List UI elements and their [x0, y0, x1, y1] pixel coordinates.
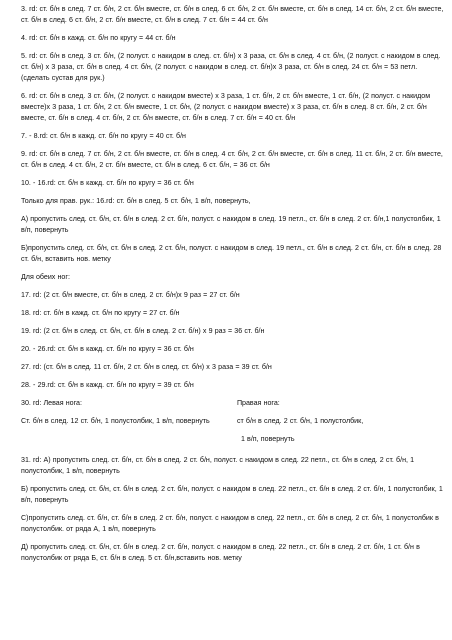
row-19: 19. rd: (2 ст. б/н в след. ст. б/н, ст. б/н в след. 2 ст. б/н) x 9 раз = 36 ст. б/н — [21, 327, 265, 335]
row-10-16: 10. - 16.rd: ст. б/н в кажд. ст. б/н по кругу = 36 ст. б/н — [21, 179, 194, 187]
row-30-columns — [21, 398, 444, 445]
row-28-29: 28. - 29.rd: ст. б/н в кажд. ст. б/н по кругу = 39 ст. б/н — [21, 381, 194, 389]
right-leg-text-2: 1 в/п, повернуть — [240, 435, 295, 443]
row-7-8: 7. - 8.rd: ст. б/н в кажд. ст. б/н по кругу = 40 ст. б/н — [21, 132, 186, 140]
row-27: 27. rd: (ст. б/н в след. 11 ст. б/н, 2 ст. б/н в след. ст. б/н) x 3 раза = 39 ст. б/н — [21, 363, 272, 371]
step-a: А) пропустить след. ст. б/н, ст. б/н в след. 2 ст. б/н, полуст. с накидом в след. 19 петл., ст. б/н в след. 2 ст. б/н,1 полустолбик, 1 в/п, повернуть — [21, 215, 441, 234]
left-leg-text: Ст. б/н в след. 12 ст. б/н, 1 полустолбик, 1 в/п, повернуть — [21, 417, 210, 425]
row-4: 4. rd: ст. б/н в кажд. ст. б/н по кругу = 44 ст. б/н — [21, 34, 176, 42]
legs-heading: Для обеих ног: — [21, 273, 70, 281]
row-17: 17. rd: (2 ст. б/н вместе, ст. б/н в след. 2 ст. б/н)x 9 раз = 27 ст. б/н — [21, 291, 240, 299]
row-3: 3. rd: ст. б/н в след. 7 ст. б/н, 2 ст. б/н вместе, ст. б/н в след. 6 ст. б/н, 2 ст. б/н вместе, ст. б/н в след. 14 ст. б/н, 2 ст. б/н вместе, ст. б/н в след. 6 ст. б/н, 2 ст. б/н вместе, ст. б/н в след. 7 ст. б/н = 44 ст. б/н — [21, 5, 444, 24]
row-6: 6. rd: ст. б/н в след. 3 ст. б/н, (2 полуст. с накидом вместе) x 3 раза, 1 ст. б/н, 2 ст. б/н вместе, 1 ст. б/н, (2 полуст. с накидом вместе)x 3 раза, 1 ст. б/н, 2 ст. б/н вместе, 1 ст. б/н, (2 полуст. с накидом вместе) x 3 раза, ст. б/н в след. 8 ст. б/н, 2 ст. б/н вместе, ст. б/н в след. 4 ст. б/н, 2 ст. б/н вместе, ст. б/н в след. 7 ст. б/н = 40 ст. б/н — [21, 92, 431, 122]
row-20-26: 20. - 26.rd: ст. б/н в кажд. ст. б/н по кругу = 36 ст. б/н — [21, 345, 194, 353]
right-leg-text-1: ст б/н в след. 2 ст. б/н, 1 полустолбик, — [236, 417, 364, 425]
row-31-c: С)пропустить след. ст. б/н, ст. б/н в след. 2 ст. б/н, полуст. с накидом в след. 22 петл., ст. б/н в след. 2 ст. б/н, 1 полустолбик в полустолбик. от ряда А, 1 в/п, повернуть — [21, 514, 439, 533]
step-b: Б)пропустить след. ст. б/н, ст. б/н в след. 2 ст. б/н, полуст. с накидом в след. 19 петл., ст. б/н в след. 2 ст. б/н, ст. б/н в след. 28 ст. б/н, вставить нов. метку — [21, 244, 442, 263]
row-18: 18. rd: ст. б/н в кажд. ст. б/н по кругу = 27 ст. б/н — [21, 309, 180, 317]
row-31-a: 31. rd: А) пропустить след. ст. б/н, ст. б/н в след. 2 ст. б/н, полуст. с накидом в след. 22 петл., ст. б/н в след. 2 ст. б/н, 1 полустолбик, 1 в/п, повернуть — [21, 456, 415, 475]
left-leg-title: 30. rd: Левая нога: — [21, 399, 82, 407]
row-9: 9. rd: ст. б/н в след. 7 ст. б/н, 2 ст. б/н вместе, ст. б/н в след. 4 ст. б/н, 2 ст. б/н вместе, ст. б/н в след. 11 ст. б/н, 2 ст. б/н вместе, ст. б/н в след. 4 ст. б/н, 2 ст. б/н вместе, ст. б/н в след. 6 ст. б/н, = 36 ст. б/н — [21, 150, 443, 169]
row-31-b: Б) пропустить след. ст. б/н, ст. б/н в след. 2 ст. б/н, полуст. с накидом в след. 22 петл., ст. б/н в след. 2 ст. б/н, 1 полустолбик, 1 в/п, повернуть — [21, 485, 443, 504]
right-leg-column — [237, 398, 444, 445]
row-5: 5. rd: ст. б/н в след. 3 ст. б/н, (2 полуст. с накидом в след. ст. б/н) x 3 раза, ст. б/н в след. 4 ст. б/н, (2 полуст. с накидом в след. ст. б/н) x 3 раза, ст. б/н в след. 4 ст. б/н, (2 полуст. с накидом в след. ст. б/н)x 3 раза, ст. б/н в след. 24 ст. б/н = 53 петл. (сделать сустав для рук.) — [21, 52, 441, 82]
right-arm-heading: Только для прав. рук.: 16.rd: ст. б/н в след. 5 ст. б/н, 1 в/п, повернуть, — [21, 197, 251, 205]
row-31-d: Д) пропустить след. ст. б/н, ст. б/н в след. 2 ст. б/н, полуст. с накидом в след. 22 петл., ст. б/н в след. 2 ст. б/н, 1 ст. б/н в полустолбик от ряда Б, ст. б/н в след. 5 ст. б/н,вставить нов. метку — [21, 543, 420, 562]
left-leg-column — [21, 398, 237, 445]
right-leg-title: Правая нога: — [236, 399, 280, 407]
